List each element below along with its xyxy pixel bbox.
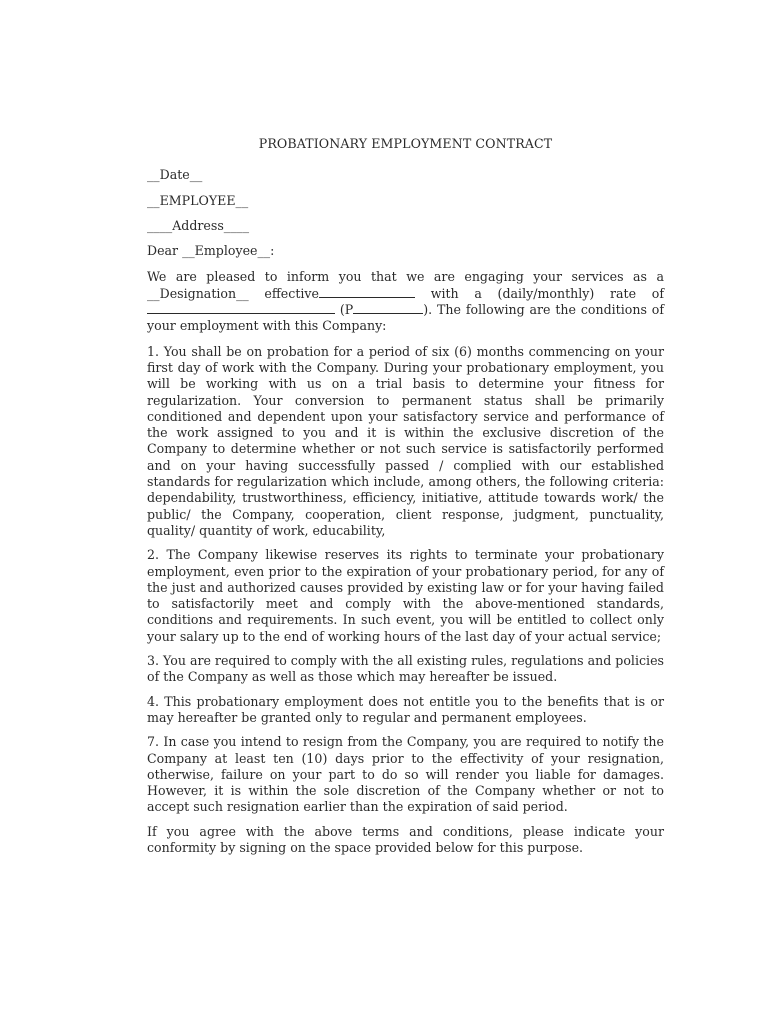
- date-field: __Date__: [147, 167, 203, 183]
- rate-amount-words-blank: [147, 302, 335, 314]
- address-field: ____Address____: [147, 217, 249, 233]
- intro-paragraph: [147, 269, 664, 334]
- clause-resignation: 7. In case you intend to resign from the Company, you are required to notify the Company at least ten (10) days prior to the effectivity of your resignation, otherwise, failure on your part to do so will render you liable for damages. However, it is within the sole discretion of the Company whether or not to accept such resignation earlier than the expiration of said period.: [147, 734, 664, 815]
- clause-benefits: 4. This probationary employment does not entitle you to the benefits that is or may hereafter be granted only to regular and permanent employees.: [147, 693, 664, 725]
- effective-date-blank: [319, 286, 415, 298]
- effective-label: effective: [264, 285, 319, 301]
- contract-page: [147, 132, 664, 864]
- peso-prefix: (P: [339, 302, 354, 318]
- rate-text: with a (daily/monthly) rate of: [430, 285, 664, 301]
- clause-probation-period: 1. You shall be on probation for a period of six (6) months commencing on your first day of work with the Company. During your probationary employment, you will be working with us on a trial basis to determine your fitness for regularization. Your conversion to permanent status shall be primarily conditioned and dependent upon your satisfactory service and performance of the work assigned to you and it is within the exclusive discretion of the Company to determine whether or not such service is satisfactorily performed and on your having successfully passed / complied with our established standards for regularization which include, among others, the following criteria: dependability, trustworthiness, efficiency, initiative, attitude towards work/ the public/ the Company, cooperation, client response, judgment, punctuality, quality/ quantity of work, educability,: [147, 343, 664, 538]
- salutation: Dear __Employee__:: [147, 243, 275, 259]
- clause-compliance: 3. You are required to comply with the all existing rules, regulations and policies of the Company as well as those which may hereafter be issued.: [147, 653, 664, 685]
- employee-field: __EMPLOYEE__: [147, 192, 249, 208]
- clause-termination: 2. The Company likewise reserves its rights to terminate your probationary employment, even prior to the expiration of your probationary period, for any of the just and authorized causes provided by existing law or for your having failed to satisfactorily meet and comply with the above-mentioned standards, conditions and requirements. In such event, you will be entitled to collect only your salary up to the end of working hours of the last day of your actual service;: [147, 547, 664, 644]
- designation-field: __Designation__: [147, 285, 249, 301]
- document-title: PROBATIONARY EMPLOYMENT CONTRACT: [258, 136, 553, 151]
- closing-paragraph: If you agree with the above terms and conditions, please indicate your conformity by signing on the space provided below for this purpose.: [147, 823, 664, 855]
- rate-amount-figure-blank: [353, 302, 423, 314]
- conditions-text: ). The following are the conditions of your employment with this Company:: [147, 302, 664, 334]
- intro-line: We are pleased to inform you that we are engaging your services as a: [147, 269, 664, 285]
